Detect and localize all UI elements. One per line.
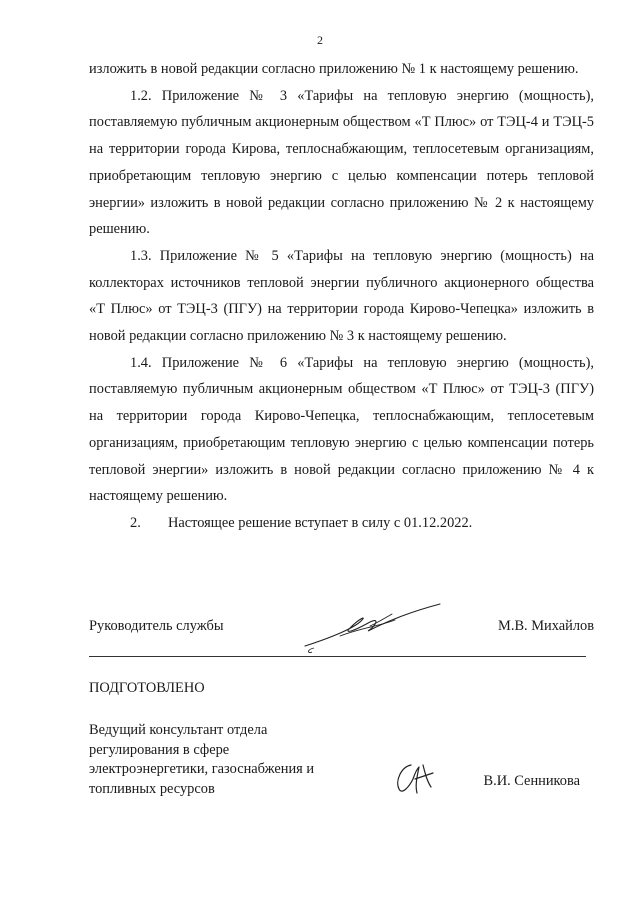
consultant-line: Ведущий консультант отдела	[89, 722, 268, 738]
consultant-signature-image	[393, 759, 435, 797]
signer-name: М.В. Михайлов	[498, 618, 594, 634]
signature-divider	[89, 656, 586, 657]
consultant-line: регулирования в сфере	[89, 741, 230, 758]
paragraph-1-3: 1.3. Приложение № 5 «Тарифы на тепловую энергию (мощность) на коллекторах источников тепловой энергии публичного акционерного общества «Т Плюс» от ТЭЦ-3 (ПГУ) на территории города Кирово-Чепецка» изложить в новой редакции согласно приложению № 3 к настоящему решению.	[89, 247, 594, 345]
signer-title: Руководитель службы	[89, 618, 224, 634]
paragraph-1-4: 1.4. Приложение № 6 «Тарифы на тепловую энергию (мощность), поставляемую публичным акционерным обществом «Т Плюс» от ТЭЦ-3 (ПГУ) на территории города Кирово-Чепецка, теплоснабжающим, теплосетевым организациям, приобретающим тепловую энергию с целью компенсации потерь тепловой энергии» изложить в новой редакции согласно приложению № 4 к настоящему решению.	[89, 354, 594, 505]
consultant-name: В.И. Сенникова	[483, 773, 580, 789]
signature-image	[300, 598, 450, 658]
item-number: 2.	[130, 514, 141, 531]
prepared-label: ПОДГОТОВЛЕНО	[89, 680, 205, 696]
consultant-position	[89, 721, 314, 799]
paragraph-continuation: изложить в новой редакции согласно приложению № 1 к настоящему решению.	[89, 61, 579, 77]
item-text: Настоящее решение вступает в силу с 01.12.2022.	[168, 514, 473, 531]
paragraph-2	[89, 510, 594, 537]
document-body	[89, 56, 594, 537]
paragraph-1-2: 1.2. Приложение № 3 «Тарифы на тепловую энергию (мощность), поставляемую публичным акционерным обществом «Т Плюс» от ТЭЦ-4 и ТЭЦ-5 на территории города Кирова, теплоснабжающим, теплосетевым организациям, приобретающим тепловую энергию с целью компенсации потерь тепловой энергии» изложить в новой редакции согласно приложению № 2 к настоящему решению.	[89, 87, 594, 238]
consultant-line: топливных ресурсов	[89, 780, 215, 797]
page-number: 2	[317, 33, 323, 47]
consultant-line: электроэнергетики, газоснабжения и	[89, 761, 315, 777]
